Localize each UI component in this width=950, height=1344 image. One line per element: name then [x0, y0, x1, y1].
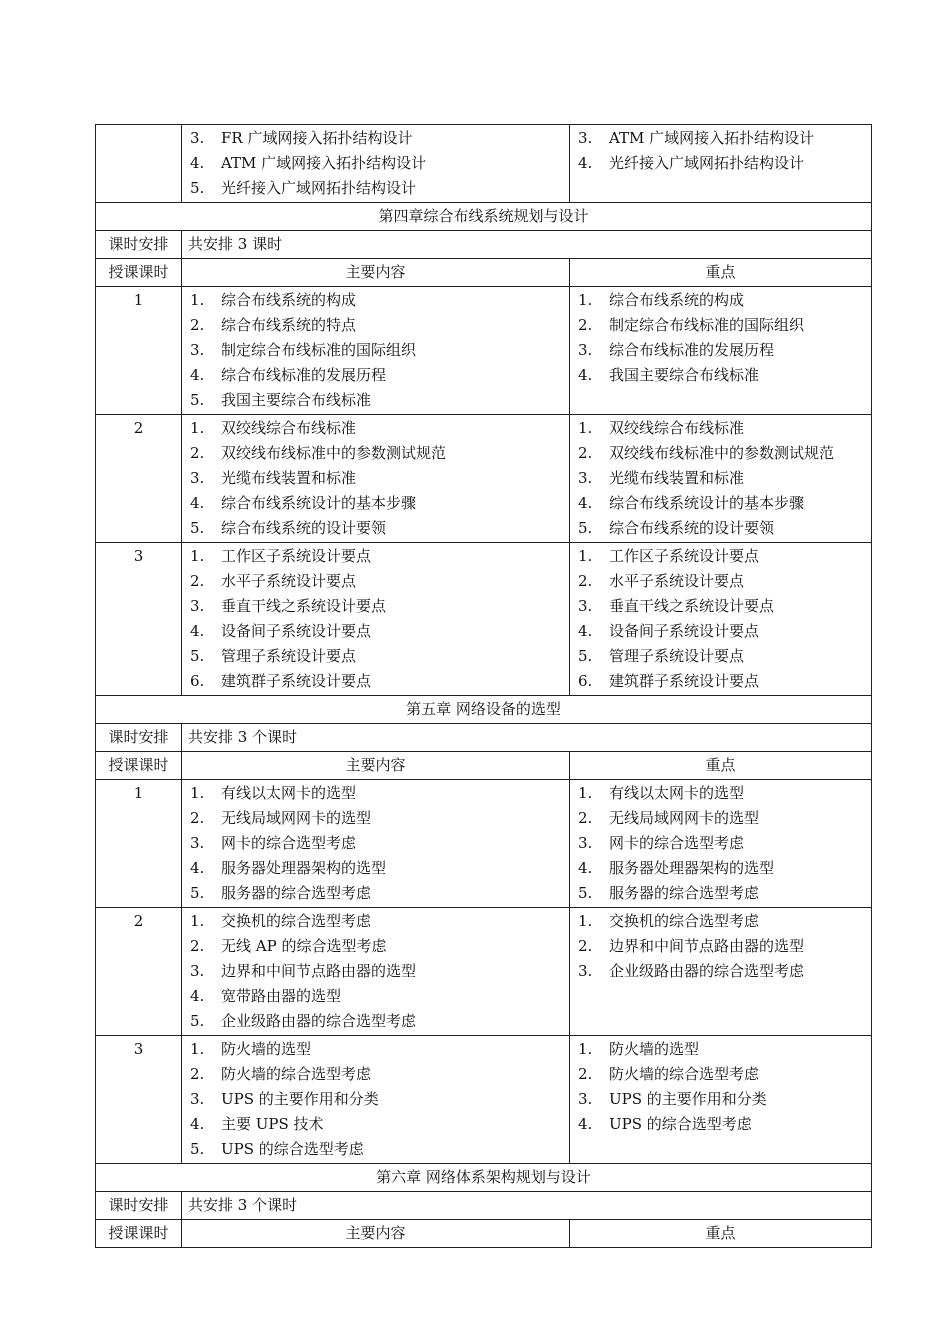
header-hours: 授课课时 [96, 259, 182, 287]
key-points-cell [570, 908, 872, 1036]
item-text: 服务器的综合选型考虑 [609, 884, 760, 902]
chapter-title: 第五章 网络设备的选型 [96, 696, 872, 724]
header-hours: 授课课时 [96, 752, 182, 780]
content-row [96, 543, 872, 696]
header-row [96, 1220, 872, 1248]
item-text: 综合布线系统的特点 [221, 316, 357, 334]
item-text: 网卡的综合选型考虑 [221, 834, 357, 852]
list-item [188, 441, 563, 466]
list-item [576, 126, 865, 151]
item-text: 有线以太网卡的选型 [221, 784, 357, 802]
item-number: 3. [190, 129, 205, 147]
chapter-row [96, 696, 872, 724]
item-number: 1. [190, 784, 205, 802]
list-item [576, 544, 865, 569]
item-number: 4. [578, 494, 593, 512]
key-points-cell [570, 415, 872, 543]
item-text: 制定综合布线标准的国际组织 [609, 316, 805, 334]
list-item [576, 569, 865, 594]
item-text: 宽带路由器的选型 [221, 987, 342, 1005]
item-text: 企业级路由器的综合选型考虑 [221, 1012, 417, 1030]
item-text: 服务器的综合选型考虑 [221, 884, 372, 902]
item-number: 1. [190, 547, 205, 565]
key-points-list [576, 909, 865, 984]
list-item [576, 1112, 865, 1137]
main-content-list [188, 1037, 563, 1162]
list-item [576, 363, 865, 388]
schedule-row [96, 1192, 872, 1220]
item-number: 3. [190, 962, 205, 980]
schedule-row [96, 724, 872, 752]
item-number: 5. [190, 1140, 205, 1158]
item-number: 4. [190, 1115, 205, 1133]
item-number: 4. [578, 859, 593, 877]
list-item [188, 288, 563, 313]
item-text: 无线局域网网卡的选型 [609, 809, 760, 827]
item-text: 服务器处理器架构的选型 [609, 859, 775, 877]
item-number: 3. [578, 1090, 593, 1108]
item-number: 1. [190, 419, 205, 437]
item-text: 防火墙的综合选型考虑 [609, 1065, 760, 1083]
schedule-label: 课时安排 [96, 1192, 182, 1220]
main-content-list [188, 288, 563, 413]
item-number: 2. [578, 1065, 593, 1083]
item-number: 2. [578, 444, 593, 462]
item-text: 建筑群子系统设计要点 [609, 672, 760, 690]
item-text: 综合布线标准的发展历程 [609, 341, 775, 359]
item-number: 5. [578, 884, 593, 902]
item-text: 设备间子系统设计要点 [221, 622, 372, 640]
key-points-list [576, 126, 865, 176]
list-item [188, 388, 563, 413]
item-text: 光纤接入广域网拓扑结构设计 [609, 154, 805, 172]
key-points-list [576, 544, 865, 694]
list-item [188, 781, 563, 806]
key-points-list [576, 1037, 865, 1137]
list-item [188, 126, 563, 151]
item-number: 5. [190, 391, 205, 409]
main-content-cell [182, 125, 570, 203]
key-points-cell [570, 780, 872, 908]
item-number: 1. [578, 547, 593, 565]
list-item [188, 856, 563, 881]
hour-number: 2 [96, 415, 182, 543]
item-number: 5. [190, 1012, 205, 1030]
item-text: 交换机的综合选型考虑 [221, 912, 372, 930]
item-number: 4. [578, 622, 593, 640]
item-number: 5. [190, 519, 205, 537]
list-item [576, 288, 865, 313]
list-item [576, 594, 865, 619]
item-number: 5. [578, 519, 593, 537]
hour-number: 2 [96, 908, 182, 1036]
list-item [188, 959, 563, 984]
list-item [188, 934, 563, 959]
main-content-cell [182, 1036, 570, 1164]
list-item [188, 363, 563, 388]
item-number: 2. [578, 937, 593, 955]
item-number: 2. [190, 809, 205, 827]
item-text: 无线 AP 的综合选型考虑 [221, 937, 387, 955]
item-text: 企业级路由器的综合选型考虑 [609, 962, 805, 980]
schedule-text: 共安排 3 课时 [182, 231, 872, 259]
list-item [188, 669, 563, 694]
item-text: 垂直干线之系统设计要点 [609, 597, 775, 615]
list-item [576, 466, 865, 491]
main-content-cell [182, 908, 570, 1036]
list-item [188, 594, 563, 619]
item-text: 水平子系统设计要点 [609, 572, 745, 590]
schedule-row [96, 231, 872, 259]
header-row [96, 259, 872, 287]
item-number: 4. [190, 154, 205, 172]
schedule-label: 课时安排 [96, 231, 182, 259]
item-number: 6. [190, 672, 205, 690]
item-number: 2. [190, 316, 205, 334]
schedule-label: 课时安排 [96, 724, 182, 752]
list-item [188, 176, 563, 201]
chapter-title: 第四章综合布线系统规划与设计 [96, 203, 872, 231]
item-number: 1. [190, 291, 205, 309]
list-item [576, 806, 865, 831]
key-points-list [576, 288, 865, 388]
list-item [576, 781, 865, 806]
list-item [576, 491, 865, 516]
item-text: 综合布线系统的设计要领 [221, 519, 387, 537]
item-number: 4. [190, 859, 205, 877]
item-text: 双绞线布线标准中的参数测试规范 [609, 444, 835, 462]
list-item [576, 881, 865, 906]
list-item [576, 831, 865, 856]
item-text: ATM 广域网接入拓扑结构设计 [221, 154, 427, 172]
list-item [188, 491, 563, 516]
header-main-content: 主要内容 [182, 259, 570, 287]
item-text: UPS 的主要作用和分类 [609, 1090, 767, 1108]
item-number: 4. [190, 366, 205, 384]
item-text: UPS 的综合选型考虑 [221, 1140, 364, 1158]
item-number: 3. [190, 597, 205, 615]
list-item [188, 1062, 563, 1087]
list-item [576, 313, 865, 338]
list-item [188, 338, 563, 363]
item-text: 综合布线系统设计的基本步骤 [221, 494, 417, 512]
list-item [188, 1037, 563, 1062]
item-text: 垂直干线之系统设计要点 [221, 597, 387, 615]
list-item [576, 856, 865, 881]
main-content-list [188, 544, 563, 694]
item-text: 双绞线综合布线标准 [609, 419, 745, 437]
item-number: 4. [190, 987, 205, 1005]
list-item [188, 569, 563, 594]
item-text: 综合布线系统的设计要领 [609, 519, 775, 537]
list-item [576, 669, 865, 694]
content-row [96, 415, 872, 543]
item-number: 1. [578, 784, 593, 802]
item-number: 4. [578, 1115, 593, 1133]
list-item [188, 313, 563, 338]
item-number: 2. [578, 572, 593, 590]
item-number: 2. [190, 572, 205, 590]
main-content-list [188, 416, 563, 541]
item-number: 3. [190, 834, 205, 852]
item-number: 3. [578, 341, 593, 359]
list-item [576, 338, 865, 363]
main-content-cell [182, 780, 570, 908]
item-text: 光缆布线装置和标准 [221, 469, 357, 487]
list-item [188, 984, 563, 1009]
item-number: 1. [578, 291, 593, 309]
list-item [188, 1009, 563, 1034]
list-item [188, 881, 563, 906]
schedule-text: 共安排 3 个课时 [182, 1192, 872, 1220]
item-number: 4. [578, 366, 593, 384]
item-number: 3. [578, 129, 593, 147]
list-item [576, 644, 865, 669]
list-item [188, 544, 563, 569]
item-text: FR 广域网接入拓扑结构设计 [221, 129, 413, 147]
list-item [188, 806, 563, 831]
content-row [96, 908, 872, 1036]
list-item [188, 1112, 563, 1137]
key-points-cell [570, 287, 872, 415]
list-item [188, 151, 563, 176]
list-item [188, 909, 563, 934]
item-number: 5. [190, 179, 205, 197]
item-number: 2. [190, 444, 205, 462]
header-key-points: 重点 [570, 752, 872, 780]
list-item [188, 644, 563, 669]
item-number: 5. [578, 647, 593, 665]
item-number: 2. [190, 937, 205, 955]
list-item [576, 441, 865, 466]
item-text: 网卡的综合选型考虑 [609, 834, 745, 852]
list-item [576, 1087, 865, 1112]
item-text: 管理子系统设计要点 [221, 647, 357, 665]
item-text: 制定综合布线标准的国际组织 [221, 341, 417, 359]
item-number: 3. [190, 341, 205, 359]
syllabus-table [95, 124, 872, 1248]
item-number: 6. [578, 672, 593, 690]
schedule-text: 共安排 3 个课时 [182, 724, 872, 752]
list-item [188, 416, 563, 441]
item-text: 建筑群子系统设计要点 [221, 672, 372, 690]
list-item [576, 516, 865, 541]
item-number: 4. [190, 622, 205, 640]
list-item [576, 151, 865, 176]
item-text: 水平子系统设计要点 [221, 572, 357, 590]
list-item [188, 516, 563, 541]
content-row [96, 1036, 872, 1164]
item-text: 综合布线系统设计的基本步骤 [609, 494, 805, 512]
item-text: 设备间子系统设计要点 [609, 622, 760, 640]
key-points-cell [570, 125, 872, 203]
item-number: 3. [578, 962, 593, 980]
main-content-cell [182, 415, 570, 543]
item-number: 2. [190, 1065, 205, 1083]
item-text: 防火墙的选型 [221, 1040, 312, 1058]
main-content-cell [182, 543, 570, 696]
item-text: 综合布线系统的构成 [609, 291, 745, 309]
list-item [188, 1087, 563, 1112]
content-row [96, 780, 872, 908]
content-row [96, 125, 872, 203]
item-text: 我国主要综合布线标准 [221, 391, 372, 409]
item-number: 1. [578, 1040, 593, 1058]
header-hours: 授课课时 [96, 1220, 182, 1248]
item-text: 防火墙的综合选型考虑 [221, 1065, 372, 1083]
item-number: 1. [578, 419, 593, 437]
item-number: 2. [578, 316, 593, 334]
item-text: UPS 的综合选型考虑 [609, 1115, 752, 1133]
item-number: 3. [190, 469, 205, 487]
item-text: 综合布线标准的发展历程 [221, 366, 387, 384]
item-number: 3. [578, 834, 593, 852]
header-main-content: 主要内容 [182, 1220, 570, 1248]
item-number: 1. [190, 1040, 205, 1058]
hour-number: 1 [96, 780, 182, 908]
header-main-content: 主要内容 [182, 752, 570, 780]
chapter-row [96, 1164, 872, 1192]
item-number: 4. [190, 494, 205, 512]
item-text: 边界和中间节点路由器的选型 [221, 962, 417, 980]
item-number: 5. [190, 884, 205, 902]
syllabus-table-body [96, 125, 872, 1248]
item-number: 1. [578, 912, 593, 930]
item-text: 管理子系统设计要点 [609, 647, 745, 665]
key-points-cell [570, 1036, 872, 1164]
item-number: 2. [578, 809, 593, 827]
list-item [188, 619, 563, 644]
item-number: 4. [578, 154, 593, 172]
hour-number: 3 [96, 1036, 182, 1164]
item-text: 无线局域网网卡的选型 [221, 809, 372, 827]
hour-number [96, 125, 182, 203]
item-text: 光缆布线装置和标准 [609, 469, 745, 487]
key-points-list [576, 781, 865, 906]
header-key-points: 重点 [570, 259, 872, 287]
main-content-list [188, 909, 563, 1034]
list-item [576, 1062, 865, 1087]
chapter-row [96, 203, 872, 231]
item-text: 边界和中间节点路由器的选型 [609, 937, 805, 955]
chapter-title: 第六章 网络体系架构规划与设计 [96, 1164, 872, 1192]
list-item [576, 959, 865, 984]
item-number: 1. [190, 912, 205, 930]
list-item [576, 909, 865, 934]
key-points-list [576, 416, 865, 541]
main-content-list [188, 781, 563, 906]
item-text: 防火墙的选型 [609, 1040, 700, 1058]
item-text: UPS 的主要作用和分类 [221, 1090, 379, 1108]
main-content-list [188, 126, 563, 201]
content-row [96, 287, 872, 415]
item-text: ATM 广域网接入拓扑结构设计 [609, 129, 815, 147]
item-text: 光纤接入广域网拓扑结构设计 [221, 179, 417, 197]
item-text: 双绞线综合布线标准 [221, 419, 357, 437]
item-number: 5. [190, 647, 205, 665]
item-text: 主要 UPS 技术 [221, 1115, 324, 1133]
list-item [188, 831, 563, 856]
item-number: 3. [578, 469, 593, 487]
list-item [576, 416, 865, 441]
item-text: 有线以太网卡的选型 [609, 784, 745, 802]
item-text: 工作区子系统设计要点 [609, 547, 760, 565]
key-points-cell [570, 543, 872, 696]
header-row [96, 752, 872, 780]
hour-number: 1 [96, 287, 182, 415]
list-item [576, 934, 865, 959]
list-item [188, 1137, 563, 1162]
item-text: 双绞线布线标准中的参数测试规范 [221, 444, 447, 462]
main-content-cell [182, 287, 570, 415]
list-item [576, 619, 865, 644]
header-key-points: 重点 [570, 1220, 872, 1248]
item-text: 综合布线系统的构成 [221, 291, 357, 309]
item-text: 服务器处理器架构的选型 [221, 859, 387, 877]
item-number: 3. [578, 597, 593, 615]
item-number: 3. [190, 1090, 205, 1108]
list-item [188, 466, 563, 491]
item-text: 交换机的综合选型考虑 [609, 912, 760, 930]
item-text: 我国主要综合布线标准 [609, 366, 760, 384]
list-item [576, 1037, 865, 1062]
hour-number: 3 [96, 543, 182, 696]
item-text: 工作区子系统设计要点 [221, 547, 372, 565]
